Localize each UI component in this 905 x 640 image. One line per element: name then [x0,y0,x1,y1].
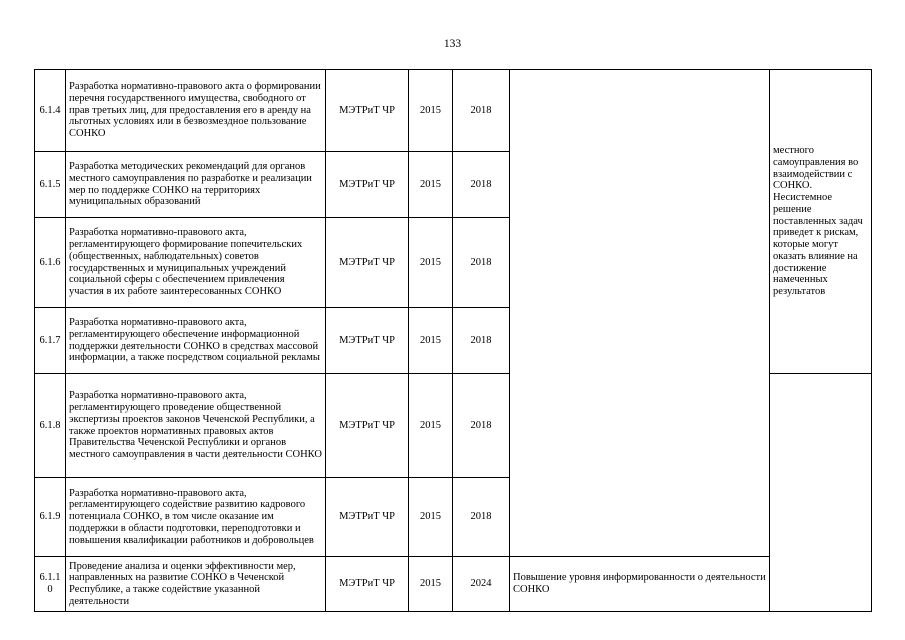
start-year: 2015 [409,308,453,374]
measure-description: Разработка нормативно-правового акта, регламентирующего формирование попечительских (общественных, наблюдательных) советов государственных и муниципальных учреждений социальной сферы с обеспечением привлечения участия в их работе заинтересованных СОНКО [66,218,326,308]
row-number: 6.1.4 [35,70,66,152]
risk-cell-continued [770,374,872,612]
expected-result: Повышение уровня информированности о деятельности СОНКО [510,557,770,612]
row-number: 6.1.8 [35,374,66,478]
measure-description: Разработка нормативно-правового акта о формировании перечня государственного имущества, свободного от прав третьих лиц, для предоставления его в аренду на льготных условиях или в безвозмездное пользование СОНКО [66,70,326,152]
start-year: 2015 [409,557,453,612]
executor: МЭТРиТ ЧР [326,478,409,557]
expected-result-cell [510,70,770,557]
end-year: 2018 [453,374,510,478]
start-year: 2015 [409,70,453,152]
table-row [35,70,872,152]
row-number: 6.1.5 [35,152,66,218]
start-year: 2015 [409,374,453,478]
end-year: 2018 [453,70,510,152]
executor: МЭТРиТ ЧР [326,374,409,478]
end-year: 2024 [453,557,510,612]
start-year: 2015 [409,152,453,218]
end-year: 2018 [453,152,510,218]
executor: МЭТРиТ ЧР [326,70,409,152]
row-number: 6.1.1 0 [35,557,66,612]
row-number: 6.1.6 [35,218,66,308]
row-number: 6.1.9 [35,478,66,557]
measure-description: Разработка методических рекомендаций для органов местного самоуправления по разработке и реализации мер по поддержке СОНКО на территориях муниципальных образований [66,152,326,218]
executor: МЭТРиТ ЧР [326,152,409,218]
end-year: 2018 [453,478,510,557]
executor: МЭТРиТ ЧР [326,557,409,612]
executor: МЭТРиТ ЧР [326,308,409,374]
risk-description: местного самоуправления во взаимодействии с СОНКО. Несистемное решение поставленных задач приведет к рискам, которые могут оказать влияние на достижение намеченных результатов [770,70,872,374]
measure-description: Разработка нормативно-правового акта, регламентирующего проведение общественной экспертизы проектов законов Чеченской Республики, а также проектов нормативных правовых актов Правительства Чеченской Республики и органов местного самоуправления в части деятельности СОНКО [66,374,326,478]
start-year: 2015 [409,478,453,557]
page-number: 133 [443,38,462,50]
end-year: 2018 [453,218,510,308]
measure-description: Проведение анализа и оценки эффективности мер, направленных на развитие СОНКО в Чеченской Республике, а также содействие указанной деятельности [66,557,326,612]
row-number: 6.1.7 [35,308,66,374]
table-row [35,557,872,612]
measure-description: Разработка нормативно-правового акта, регламентирующего обеспечение информационной поддержки деятельности СОНКО в средствах массовой информации, а также посредством социальной рекламы [66,308,326,374]
end-year: 2018 [453,308,510,374]
measure-description: Разработка нормативно-правового акта, регламентирующего содействие развитию кадрового потенциала СОНКО, в том числе оказание им поддержки в области подготовки, переподготовки и повышения квалификации работников и добровольцев [66,478,326,557]
start-year: 2015 [409,218,453,308]
measures-table [34,69,872,612]
executor: МЭТРиТ ЧР [326,218,409,308]
